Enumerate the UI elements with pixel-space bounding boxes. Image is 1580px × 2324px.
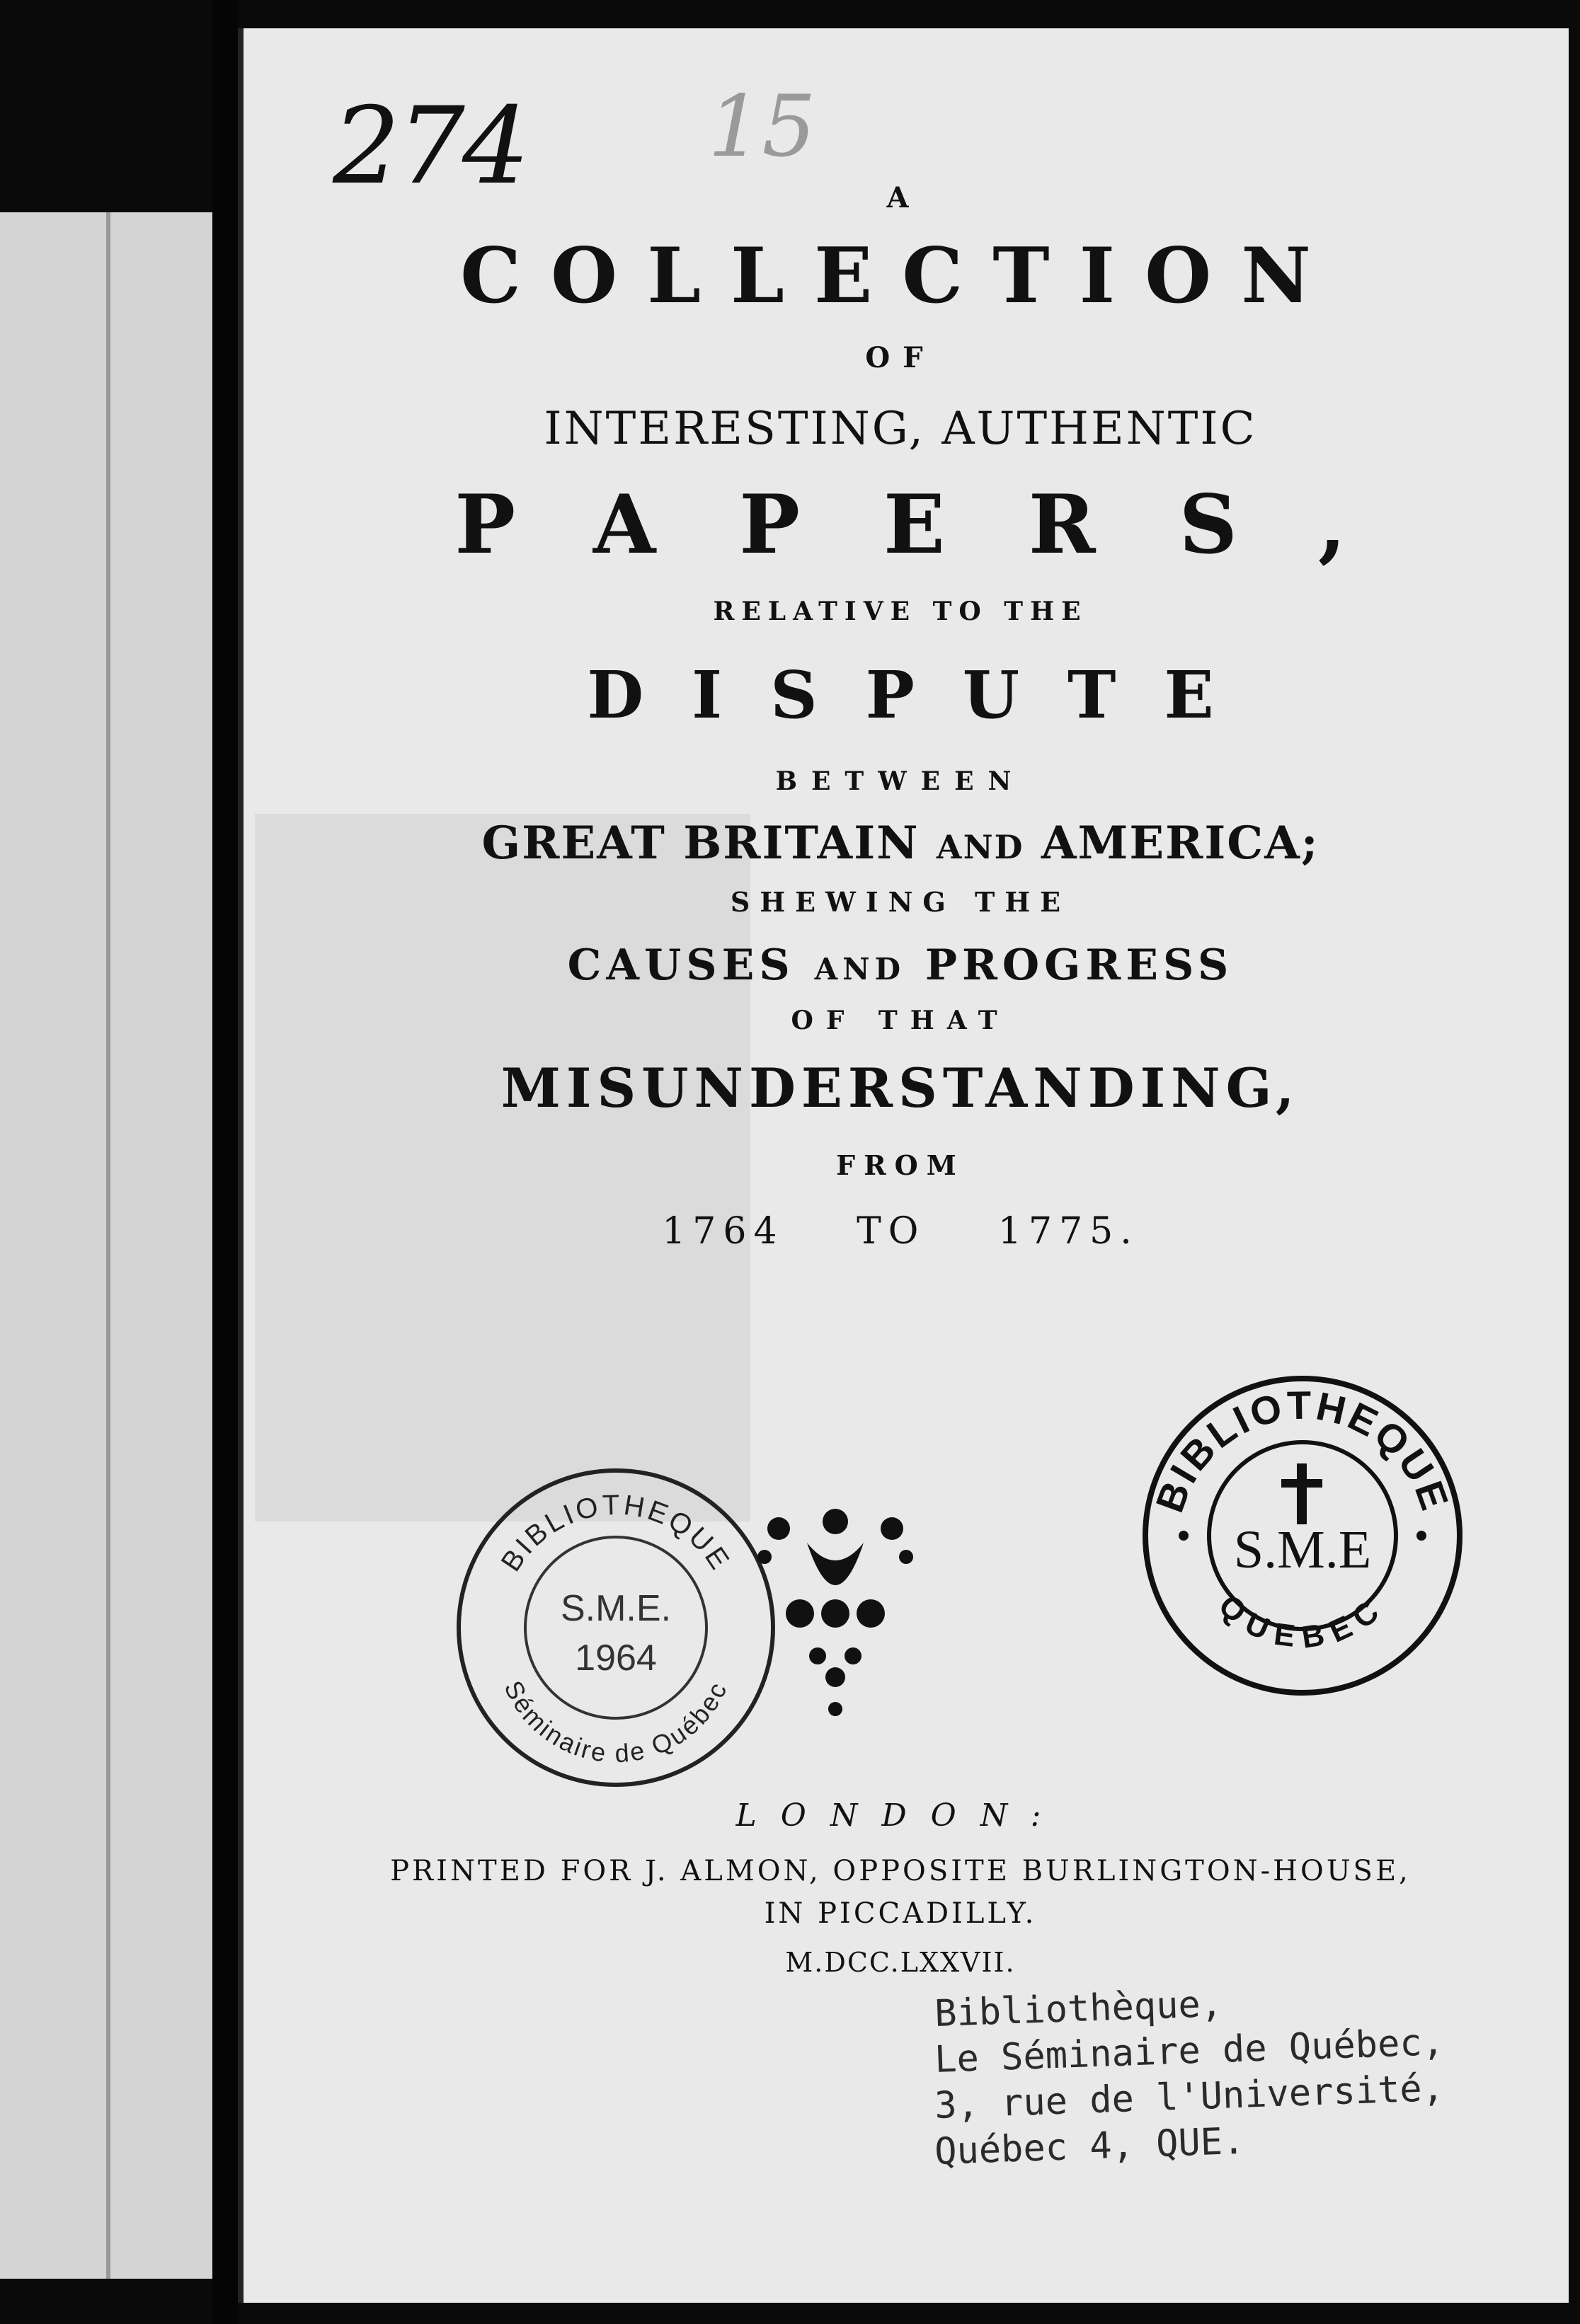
address-line-3: 3, rue de l'Université,	[934, 2066, 1445, 2127]
title-causes-part1: CAUSES	[567, 940, 795, 990]
stamp1-year: 1964	[575, 1638, 657, 1679]
year-end: 1775.	[997, 1210, 1139, 1253]
imprint-piccadilly: IN PICCADILLY.	[764, 1897, 1037, 1930]
title-article: A	[886, 181, 915, 214]
address-line-2: Le Séminaire de Québec,	[934, 2020, 1445, 2081]
stamp2-top-text: BIBLIOTHEQUE	[1147, 1382, 1458, 1518]
title-gb-and: AND	[936, 828, 1024, 866]
stamp1-sme: S.M.E.	[560, 1588, 672, 1629]
library-stamp-1964	[453, 1465, 779, 1790]
handwritten-shelfmark: 274	[333, 85, 527, 208]
library-stamp-quebec	[1140, 1373, 1465, 1698]
title-collection: COLLECTION	[460, 231, 1341, 321]
imprint-printer: PRINTED FOR J. ALMON, OPPOSITE BURLINGTON-HOUSE,	[390, 1855, 1411, 1887]
stamp1-top-text: BIBLIOTHEQUE	[495, 1489, 737, 1577]
title-misunderstanding: MISUNDERSTANDING,	[500, 1057, 1300, 1120]
title-causes	[238, 940, 1563, 990]
address-stamp	[934, 1981, 1501, 2173]
imprint-date: M.DCC.LXXVII.	[785, 1947, 1016, 1978]
cross-icon	[1281, 1463, 1322, 1524]
year-to: TO	[857, 1210, 926, 1253]
title-from: FROM	[836, 1149, 965, 1181]
title-papers: PAPERS,	[454, 477, 1430, 572]
title-causes-and: AND	[814, 952, 905, 986]
title-years	[238, 1210, 1563, 1253]
facing-page-edge	[0, 212, 212, 2279]
address-line-4: Québec 4, QUE.	[934, 2119, 1246, 2173]
title-of-that: OF THAT	[791, 1006, 1010, 1035]
fleuron-ornament-icon	[743, 1500, 927, 1727]
title-interesting: INTERESTING, AUTHENTIC	[544, 403, 1257, 455]
title-gb-part1: GREAT BRITAIN	[481, 817, 920, 870]
title-great-britain	[238, 817, 1563, 870]
title-relative: RELATIVE TO THE	[713, 597, 1088, 626]
book-spine	[212, 0, 238, 2324]
title-gb-part2: AMERICA;	[1041, 817, 1319, 870]
stamp2-sme: S.M.E	[1233, 1520, 1372, 1580]
year-start: 1764	[662, 1210, 784, 1253]
title-causes-part2: PROGRESS	[924, 940, 1234, 990]
title-shewing: SHEWING THE	[730, 886, 1071, 918]
title-block	[238, 181, 1563, 1253]
title-of: OF	[865, 341, 936, 374]
title-between: BETWEEN	[775, 766, 1026, 796]
address-line-1: Bibliothèque,	[934, 1982, 1224, 2035]
imprint-london: LONDON:	[735, 1797, 1065, 1834]
faint-shelfmark: 15	[708, 78, 816, 176]
stamp2-bottom-text: QUEBEC	[1212, 1587, 1393, 1655]
stamp1-bottom-text: Séminaire de Québec	[498, 1676, 733, 1768]
imprint-block	[238, 1797, 1563, 1978]
title-dispute: DISPUTE	[587, 657, 1262, 733]
